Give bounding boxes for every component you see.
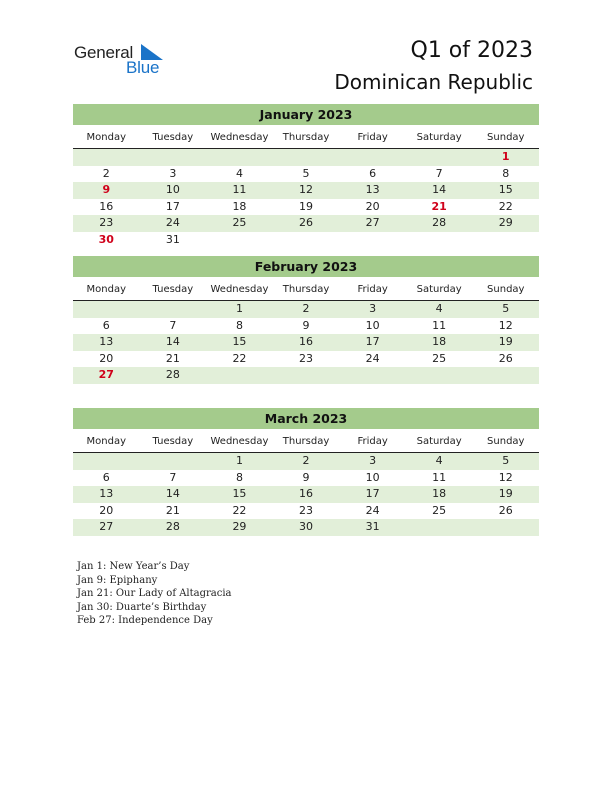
week-row: [73, 166, 539, 183]
weekday-label: Thursday: [282, 284, 330, 295]
day-cell: 21: [165, 351, 180, 365]
week-row: [73, 519, 539, 536]
weekday-label: Wednesday: [210, 132, 269, 143]
day-cell: [273, 367, 340, 384]
day-cell: 19: [498, 335, 513, 349]
holiday-day-cell: 30: [98, 232, 114, 246]
month-title: January 2023: [73, 104, 539, 125]
day-cell: 26: [498, 351, 513, 365]
day-cell: [472, 232, 539, 249]
week-row: [73, 318, 539, 335]
weekday-label: Friday: [357, 132, 388, 143]
day-cell: 8: [502, 166, 510, 180]
day-cell: [206, 232, 273, 249]
day-cell: 25: [232, 216, 247, 230]
holiday-notes: [77, 560, 232, 628]
weekday-label: Tuesday: [152, 284, 194, 295]
day-cell: [406, 232, 473, 249]
week-row: [73, 149, 539, 166]
day-cell: 27: [365, 216, 380, 230]
day-cell: [206, 367, 273, 384]
day-cell: 14: [432, 183, 447, 197]
weekday-label: Monday: [86, 132, 127, 143]
day-cell: 5: [502, 454, 510, 467]
month-calendar-february: [73, 256, 539, 384]
week-row: [73, 486, 539, 503]
week-row: [73, 453, 539, 470]
day-cell: 17: [365, 487, 380, 501]
day-cell: 7: [169, 318, 177, 332]
week-row: [73, 215, 539, 232]
day-cell: 9: [302, 470, 310, 484]
day-cell: 20: [99, 503, 114, 517]
day-cell: 31: [365, 520, 380, 534]
day-cell: 15: [232, 335, 247, 349]
day-cell: 17: [365, 335, 380, 349]
weekday-label: Sunday: [487, 284, 525, 295]
week-row: [73, 199, 539, 216]
weekday-header-row: [73, 281, 539, 301]
day-cell: 28: [165, 368, 180, 382]
logo-text-general: General: [74, 43, 134, 62]
day-cell: 29: [232, 520, 247, 534]
holiday-day-cell: 21: [431, 199, 447, 213]
day-cell: 26: [299, 216, 314, 230]
day-cell: 25: [432, 351, 447, 365]
day-cell: 23: [299, 503, 314, 517]
month-title: March 2023: [73, 408, 539, 429]
day-cell: 14: [165, 335, 180, 349]
country-name: Dominican Republic: [334, 70, 533, 94]
day-cell: 19: [299, 199, 314, 213]
week-row: [73, 301, 539, 318]
day-cell: [73, 149, 140, 166]
day-cell: 2: [302, 302, 310, 315]
day-cell: 5: [502, 302, 510, 315]
day-cell: [472, 519, 539, 536]
week-row: [73, 470, 539, 487]
day-cell: 14: [165, 487, 180, 501]
month-calendar-january: [73, 104, 539, 249]
day-cell: 28: [432, 216, 447, 230]
weekday-label: Thursday: [282, 436, 330, 447]
day-cell: 18: [432, 335, 447, 349]
holiday-day-cell: 27: [98, 368, 114, 382]
weekday-label: Tuesday: [152, 436, 194, 447]
day-cell: 2: [102, 166, 110, 180]
generalblue-logo: [74, 43, 174, 77]
day-cell: [73, 453, 140, 470]
day-cell: 18: [232, 199, 247, 213]
day-cell: 9: [302, 318, 310, 332]
day-cell: 24: [365, 503, 380, 517]
month-title: February 2023: [73, 256, 539, 277]
day-cell: [339, 367, 406, 384]
day-cell: 22: [232, 503, 247, 517]
week-row: [73, 232, 539, 249]
day-cell: [339, 232, 406, 249]
day-cell: 10: [365, 318, 380, 332]
holiday-note: Jan 30: Duarte’s Birthday: [77, 601, 207, 613]
day-cell: 11: [432, 470, 447, 484]
day-cell: 3: [369, 302, 377, 315]
day-cell: 3: [169, 166, 177, 180]
day-cell: [339, 149, 406, 166]
logo-text-blue: Blue: [126, 58, 160, 77]
weekday-header-row: [73, 433, 539, 453]
day-cell: [140, 453, 207, 470]
day-cell: 13: [99, 335, 114, 349]
day-cell: 27: [99, 520, 114, 534]
day-cell: 15: [232, 487, 247, 501]
day-cell: 4: [235, 166, 243, 180]
holiday-note: Jan 21: Our Lady of Altagracia: [77, 588, 232, 600]
day-cell: 12: [498, 318, 513, 332]
day-cell: 23: [99, 216, 114, 230]
day-cell: 24: [365, 351, 380, 365]
day-cell: 6: [102, 318, 110, 332]
day-cell: 10: [165, 183, 180, 197]
day-cell: 4: [435, 454, 443, 467]
holiday-note: Feb 27: Independence Day: [77, 615, 213, 627]
day-cell: 15: [498, 183, 513, 197]
day-cell: 1: [235, 454, 243, 467]
day-cell: 16: [99, 199, 114, 213]
day-cell: 3: [369, 454, 377, 467]
day-cell: 8: [235, 470, 243, 484]
weekday-label: Saturday: [416, 284, 462, 295]
weekday-label: Wednesday: [210, 284, 269, 295]
day-cell: [472, 367, 539, 384]
day-cell: 18: [432, 487, 447, 501]
day-cell: [406, 519, 473, 536]
weekday-label: Wednesday: [210, 436, 269, 447]
day-cell: 20: [99, 351, 114, 365]
day-cell: [406, 149, 473, 166]
weekday-label: Monday: [86, 436, 127, 447]
day-cell: 6: [102, 470, 110, 484]
day-cell: 28: [165, 520, 180, 534]
holiday-day-cell: 9: [102, 183, 111, 197]
holiday-note: Jan 9: Epiphany: [77, 574, 158, 586]
day-cell: [140, 301, 207, 318]
weekday-label: Tuesday: [152, 132, 194, 143]
day-cell: 6: [369, 166, 377, 180]
day-cell: 12: [299, 183, 314, 197]
weekday-label: Thursday: [282, 132, 330, 143]
day-cell: 1: [235, 302, 243, 315]
month-calendar-march: [73, 408, 539, 536]
day-cell: [73, 301, 140, 318]
day-cell: 19: [498, 487, 513, 501]
day-cell: 2: [302, 454, 310, 467]
day-cell: 17: [165, 199, 180, 213]
weekday-label: Friday: [357, 436, 388, 447]
day-cell: [140, 149, 207, 166]
week-row: [73, 351, 539, 368]
day-cell: 31: [165, 232, 180, 246]
holiday-note: Jan 1: New Year’s Day: [77, 561, 190, 572]
holiday-day-cell: 1: [501, 150, 510, 163]
day-cell: 25: [432, 503, 447, 517]
weekday-label: Sunday: [487, 132, 525, 143]
day-cell: 29: [498, 216, 513, 230]
day-cell: 8: [235, 318, 243, 332]
day-cell: 24: [165, 216, 180, 230]
week-row: [73, 503, 539, 520]
week-row: [73, 182, 539, 199]
day-cell: 13: [99, 487, 114, 501]
day-cell: 7: [169, 470, 177, 484]
day-cell: 26: [498, 503, 513, 517]
weekday-label: Saturday: [416, 436, 462, 447]
day-cell: 23: [299, 351, 314, 365]
day-cell: [406, 367, 473, 384]
weekday-label: Saturday: [416, 132, 462, 143]
day-cell: 16: [299, 487, 314, 501]
page-title: Q1 of 2023: [410, 38, 533, 63]
day-cell: 11: [232, 183, 247, 197]
day-cell: 10: [365, 470, 380, 484]
day-cell: 30: [299, 520, 314, 534]
weekday-header-row: [73, 129, 539, 149]
week-row: [73, 367, 539, 384]
day-cell: 16: [299, 335, 314, 349]
day-cell: 12: [498, 470, 513, 484]
day-cell: 7: [435, 166, 443, 180]
day-cell: 21: [165, 503, 180, 517]
day-cell: 22: [498, 199, 513, 213]
day-cell: [273, 232, 340, 249]
week-row: [73, 334, 539, 351]
day-cell: 22: [232, 351, 247, 365]
day-cell: 13: [365, 183, 380, 197]
day-cell: 11: [432, 318, 447, 332]
day-cell: [206, 149, 273, 166]
weekday-label: Monday: [86, 284, 127, 295]
weekday-label: Sunday: [487, 436, 525, 447]
weekday-label: Friday: [357, 284, 388, 295]
day-cell: 5: [302, 166, 310, 180]
day-cell: [273, 149, 340, 166]
day-cell: 20: [365, 199, 380, 213]
day-cell: 4: [435, 302, 443, 315]
